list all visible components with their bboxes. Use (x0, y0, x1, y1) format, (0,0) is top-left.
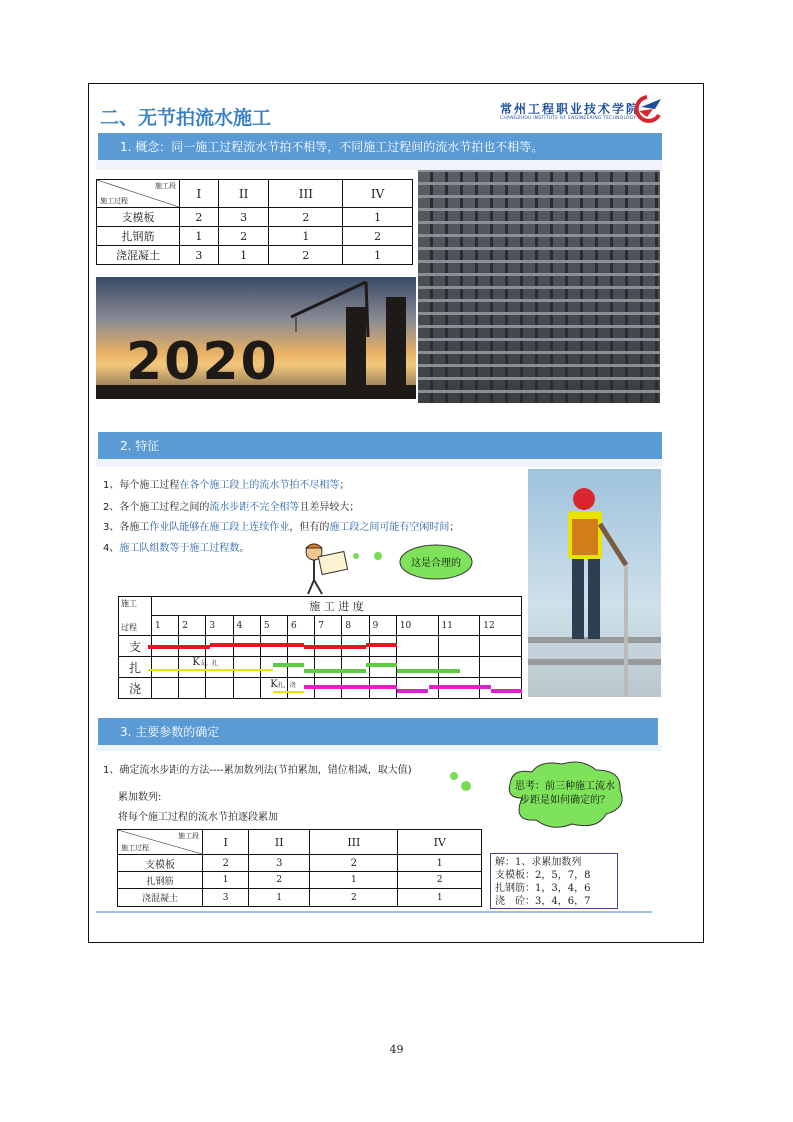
corner-top-label: 施工段 (155, 182, 176, 190)
gantt-bar-zha (304, 669, 366, 673)
solution-line: 扎钢筋：1，3，4，6 (495, 883, 591, 894)
table-row: 扎钢筋 1 2 1 2 (118, 872, 482, 889)
feature-item-2: 2、各个施工过程之间的流水步距不完全相等且差异较大； (103, 502, 360, 513)
logo-en-text: CHANGZHOU INSTITUTE OF ENGINEERING TECHNOLOGY (500, 116, 637, 121)
row-label: 支模板 (97, 208, 180, 227)
gantt-bar-zhi (304, 645, 366, 649)
table-corner: 施工段 施工过程 (118, 830, 203, 855)
school-logo-icon (631, 95, 665, 123)
column-header: IV (398, 830, 482, 855)
gantt-day-1: 1 (152, 616, 179, 636)
solution-line: 支模板：2，5，7，8 (495, 870, 591, 881)
cell: 1 (269, 227, 343, 246)
rebar-mesh-photo (418, 170, 660, 403)
gantt-day-12: 12 (480, 616, 522, 636)
column-header: III (269, 180, 343, 208)
cell: 2 (180, 208, 219, 227)
column-header: II (218, 180, 269, 208)
page-title: 二、无节拍流水施工 (100, 107, 272, 129)
gantt-bar-zha (366, 663, 397, 667)
gantt-day-10: 10 (396, 616, 438, 636)
feature-item-3: 3、各施工作业队能够在施工段上连续作业，但有的施工段之间可能有空闲时间； (103, 522, 460, 533)
cell: 1 (218, 246, 269, 265)
section3-heading: 3. 主要参数的确定 (98, 718, 658, 745)
section3-shade (96, 745, 662, 751)
gantt-bar-jiao (397, 689, 428, 693)
gantt-day-11: 11 (438, 616, 480, 636)
table-row (97, 208, 413, 227)
k-zhi-zha-arrow-label: K支，扎 (192, 657, 218, 668)
gantt-day-5: 5 (260, 616, 287, 636)
k-zha-jiao-arrow (273, 691, 304, 693)
table-row (97, 227, 413, 246)
cell: 3 (180, 246, 219, 265)
gantt-day-8: 8 (342, 616, 369, 636)
cumulative-label: 累加数列: (118, 792, 162, 803)
section1-shade (96, 160, 662, 170)
gantt-bar-jiao (429, 685, 491, 689)
gantt-header: 施 工 进 度 (152, 597, 522, 616)
table-row (97, 246, 413, 265)
gantt-bar-jiao (304, 685, 398, 689)
section3-beat-table (117, 829, 482, 907)
cell: 2 (269, 246, 343, 265)
bottom-divider (96, 911, 652, 913)
section2-shade (96, 459, 662, 467)
thought-dots-icon (352, 546, 402, 566)
logo-cn-text: 常州工程职业技术学院 (500, 102, 641, 116)
gantt-row-label: 扎 (119, 657, 152, 678)
column-header: III (310, 830, 398, 855)
cell: 1 (180, 227, 219, 246)
gantt-bar-zhi (148, 645, 210, 649)
column-header: II (249, 830, 310, 855)
column-header: I (203, 830, 249, 855)
k-zha-jiao-arrow-label: K扎，浇 (270, 679, 296, 690)
gantt-day-2: 2 (179, 616, 206, 636)
gantt-row-label: 支 (119, 636, 152, 657)
gantt-corner: 施工 过程 (119, 597, 152, 636)
page-number: 49 (389, 1043, 404, 1056)
row-label: 浇混凝土 (97, 246, 180, 265)
gantt-bar-zhi (366, 643, 397, 647)
gantt-day-7: 7 (315, 616, 342, 636)
progress-gantt-chart (118, 596, 522, 698)
worker-photo (528, 469, 661, 697)
cell: 2 (269, 208, 343, 227)
corner-bottom-label: 施工过程 (100, 197, 128, 205)
gantt-day-3: 3 (206, 616, 233, 636)
solution-line: 解：1、求累加数列 (495, 857, 582, 868)
column-header: IV (343, 180, 413, 208)
cell: 1 (343, 208, 413, 227)
method-line: 1、确定流水步距的方法----累加数列法(节拍累加，错位相减，取大值) (103, 765, 412, 776)
year-2020-text: 2020 (126, 332, 279, 392)
gantt-day-9: 9 (369, 616, 396, 636)
cartoon-engineer-icon (300, 540, 360, 596)
gantt-bar-zha (397, 669, 459, 673)
cumulative-desc: 将每个施工过程的流水节拍逐段累加 (118, 812, 278, 823)
feature-item-4: 4、施工队组数等于施工过程数。 (103, 543, 250, 554)
cell: 2 (218, 227, 269, 246)
solution-box (490, 853, 618, 909)
column-header: I (180, 180, 219, 208)
cell: 3 (218, 208, 269, 227)
gantt-bar-zhi (210, 643, 304, 647)
cloud-text: 这是合理的 (411, 558, 461, 569)
think-cloud-text: 思考：前三种施工流水步距是如何确定的？ (515, 781, 615, 806)
k-zhi-zha-arrow (148, 669, 273, 671)
gantt-day-6: 6 (288, 616, 315, 636)
section1-beat-table (96, 179, 413, 265)
row-label: 扎钢筋 (97, 227, 180, 246)
table-row: 支模板 2 3 2 1 (118, 855, 482, 872)
feature-item-1: 1、每个施工过程在各个施工段上的流水节拍不尽相等； (103, 480, 350, 491)
section2-heading: 2. 特征 (98, 432, 662, 459)
table-row: 浇混凝土 3 1 2 1 (118, 889, 482, 907)
solution-line: 浇 砼：3，4，6，7 (495, 896, 591, 907)
cell: 2 (343, 227, 413, 246)
gantt-row-label: 浇 (119, 678, 152, 699)
table-corner (97, 180, 180, 208)
section1-heading: 1. 概念：同一施工过程流水节拍不相等，不同施工过程间的流水节拍也不相等。 (98, 133, 662, 160)
gantt-bar-jiao (491, 689, 522, 693)
gantt-day-4: 4 (233, 616, 260, 636)
cell: 1 (343, 246, 413, 265)
gantt-bar-zha (273, 663, 304, 667)
construction-2020-photo (96, 277, 416, 399)
thought-dots-icon-2 (448, 770, 478, 794)
